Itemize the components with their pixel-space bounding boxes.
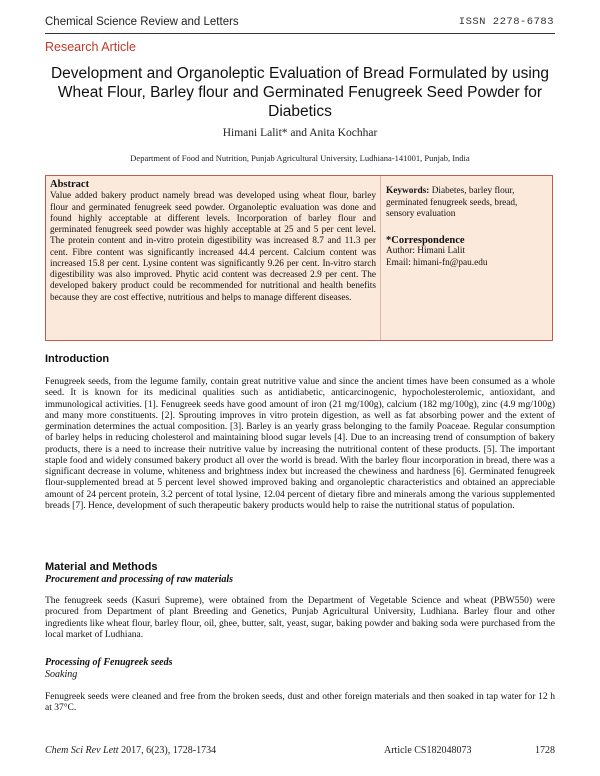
abstract-box — [45, 175, 553, 341]
footer-article-id: Article CS182048073 — [384, 745, 472, 756]
introduction-text: Fenugreek seeds, from the legume family, contain great nutritive value and since the ancient times have been consumed as a whole seed. It is known for its medicinal qualities such as antidiabetic, anticarcinogenic, hypocholesterolemic, antioxidant, and immunological activities. [1]. Fenugreek seeds have good amount of iron (21 mg/100g), calcium (182 mg/100g), zinc (4.9 mg/100g) and many more constituents. [2]. Sprouting improves in vitro protein digestion, as well as fat absorbing power and the extent of germination determines the actual composition. [3]. Barley is an yearly grass belonging to the family Poaceae. Regular consumption of barley helps in reducing cholesterol and maintaining blood sugar levels [4]. Due to an increasing trend of consumption of bakery products, there is a need to increase their nutritive value by increasing the nutritional content of these products. [5]. The important staple food and widely consumed bakery product all over the world is bread. With the barley flour incorporation in bread, there was a significant decrease in volume, whiteness and brightness index but increased the chewiness and hardness [6]. Germinated fenugreek flour-supplemented bread at 5 percent level showed improved baking and organoleptic characteristics and obtained an appreciable amount of 24 percent protein, 3.2 percent of total lysine, 12.04 percent of dietary fibre and minerals among the various supplemented breads [7]. Hence, development of such therapeutic bakery products would help to raise the nutritional status of population. — [45, 377, 555, 511]
keywords — [386, 186, 548, 221]
procurement-text: The fenugreek seeds (Kasuri Supreme), were obtained from the Department of Vegetable Science and wheat (PBW550) were procured from Department of plant Breeding and Genetics, Punjab Agricultural University, Ludhiana. Barley flour and other ingredients like wheat flour, barley flour, oil, ghee, butter, salt, yeast, sugar, baking powder and baking soda were purchased from the local market of Ludhiana. — [45, 596, 555, 640]
correspondence-heading: *Correspondence — [386, 234, 465, 246]
introduction-heading: Introduction — [45, 353, 110, 365]
correspondence-author: Author: Himani Lalit — [386, 246, 466, 256]
correspondence-email[interactable]: Email: himani-fn@pau.edu — [386, 257, 488, 268]
authors: Himani Lalit* and Anita Kochhar — [222, 127, 378, 139]
page-number: 1728 — [535, 745, 555, 756]
article-type: Research Article — [45, 40, 137, 54]
keywords-text: Diabetes, barley flour, germinated fenugreek seeds, bread, sensory evaluation — [386, 186, 518, 219]
journal-name: Chemical Science Review and Letters — [45, 16, 239, 28]
paper-title: Development and Organoleptic Evaluation of Bread Formulated by using Wheat Flour, Barley flour and Germinated Fenugreek Seed Powder for Diabetics — [50, 65, 549, 120]
abstract — [50, 179, 376, 304]
keywords-heading: Keywords: — [386, 186, 430, 196]
affiliation: Department of Food and Nutrition, Punjab Agricultural University, Ludhiana-141001, Punjab, India — [130, 153, 470, 163]
issn: ISSN 2278-6783 — [458, 16, 554, 28]
processing-subheading: Processing of Fenugreek seeds — [45, 657, 173, 668]
footer-journal: Chem Sci Rev Lett — [45, 745, 119, 756]
footer-volume: 2017, 6(23), 1728-1734 — [118, 745, 217, 756]
abstract-text: Value added bakery product namely bread was developed using wheat flour, barley flour and germinated fenugreek seed powder. Organoleptic evaluation was done and found highly acceptable at different levels. Incorporation of barley flour and germinated fenugreek seed powder was highly acceptable at 25 and 5 per cent level. The protein content and in-vitro protein digestibility was increased 8.7 and 11.3 per cent. Fibre content was significantly increased 44.4 percent. Calcium content was increased 15.8 per cent. Lysine content was significantly 9.26 per cent. In-vitro starch digestibility was also improved. Phytic acid content was decreased 2.9 per cent. The developed bakery product could be recommended for nutritional and health benefits because they are cost effective, nutritious and helps to manage different diseases. — [50, 191, 376, 303]
soaking-text: Fenugreek seeds were cleaned and free from the broken seeds, dust and other foreign materials and then soaked in tap water for 12 h at 37°C. — [45, 692, 555, 714]
procurement-subheading: Procurement and processing of raw materials — [45, 574, 234, 585]
header-divider — [45, 33, 555, 34]
methods-heading: Material and Methods — [45, 561, 158, 573]
abstract-heading: Abstract — [50, 179, 90, 190]
soaking-subheading: Soaking — [45, 669, 78, 680]
abstract-sidebar — [386, 186, 548, 269]
abstract-divider — [380, 176, 381, 340]
footer-citation — [45, 745, 216, 756]
